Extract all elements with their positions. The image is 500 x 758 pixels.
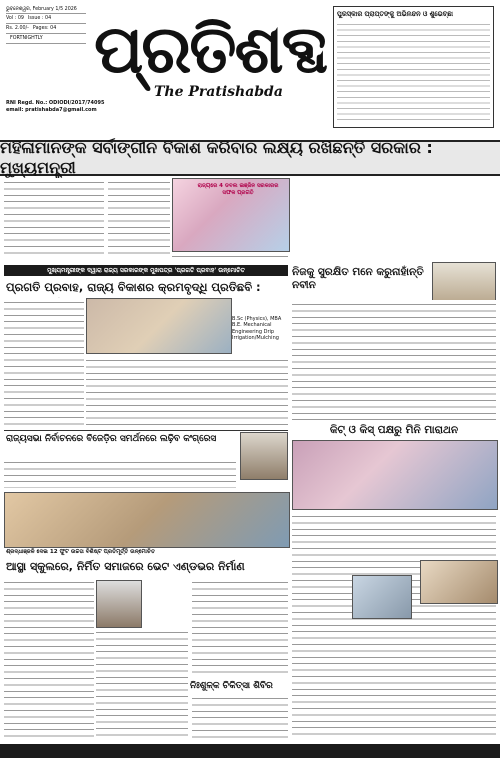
event-photo (172, 178, 290, 252)
frequency: FORTNIGHTLY (10, 36, 43, 41)
lower-text-col2 (96, 628, 188, 740)
lower-text-col4 (192, 694, 288, 740)
story2-headline: ପ୍ରଗତି ପ୍ରବାହ, ରାଜ୍ୟ ବିକାଶର କ୍ରମବୃଦ୍ଧି ପ୍ରତିଛବି : (6, 280, 261, 294)
congress-text (4, 458, 236, 488)
stage-caption: ଶ୍ରଦ୍ଧାଞ୍ଜଳି ଦେଇ 12 ଫୁଟ ଉଚ୍ଚତା ବିଶିଷ୍ଟ ପ୍ରତିମୂର୍ତ୍ତି ଉନ୍ମୋଚିତ (6, 549, 155, 555)
photo-caption-text (172, 252, 288, 262)
lower-portrait (96, 580, 142, 628)
footer-bar (0, 744, 500, 758)
topbox-heading: ପୁରସ୍କାର ପ୍ରାପ୍ତଙ୍କୁ ଅଭିନନ୍ଦନ ଓ ଶୁଭେଚ୍ଛା (337, 10, 454, 18)
story2-text-body (86, 356, 288, 428)
main-headline: ମହିଳାମାନଙ୍କ ସର୍ବାଙ୍ଗୀନ ବିକାଶ କରିବାର ଲକ୍ଷ୍ୟ ରଖିଛନ୍ତି ସରକାର : ମୁଖ୍ୟମନ୍ତ୍ରୀ (0, 138, 433, 177)
lower-text-col1 (4, 578, 94, 740)
lower-headline: ଆସ୍ଥା ସ୍କୁଲରେ, ନିର୍ମିତ ସମାଜରେ ଭେଟ ଏଣ୍ଡଭର ନିର୍ମାଣ (6, 560, 245, 573)
volume: Vol : 09 (6, 16, 24, 21)
email-line: email: pratishabda7@gmail.com (6, 107, 97, 113)
kit-headline: କିଟ୍ ଓ କିସ୍ ପକ୍ଷରୁ ମିନି ମାରାଥନ (329, 424, 459, 436)
masthead-meta (6, 4, 86, 44)
article-text-col2 (108, 178, 170, 258)
qualification-text: B.Sc (Physics), MBA B.E. Mechanical Engineering Drip Irrigation/Mulching (232, 316, 282, 342)
rni-number: RNI Regd. No.: ODIODI/2017/74095 (6, 100, 105, 106)
congress-portrait (240, 432, 288, 480)
marathon-photo (292, 440, 498, 510)
stage-photo (4, 492, 290, 548)
price: Rs. 2.00/- (6, 26, 29, 31)
lower-text-col3 (192, 578, 288, 678)
story2-side-text (232, 298, 288, 352)
launch-photo (86, 298, 232, 354)
article-text-col1 (4, 178, 104, 258)
issue: Issue : 04 (27, 16, 52, 21)
lower-mid-headline: ନିଃଶୁଳ୍କ ଚିକିତ୍ସା ଶିବିର (190, 681, 273, 691)
banner-left-text: ମୁଖ୍ୟମନ୍ତ୍ରୀଙ୍କ ଦ୍ୱାରା ରାଜ୍ୟ ସରକାରଙ୍କ ମୁଖପତ୍ର 'ପ୍ରଗତି ପ୍ରବାହ' ଉନ୍ମୋଚିତ (47, 266, 245, 274)
logo-title: ପ୍ରତିଶବ୍ଦ (94, 10, 327, 88)
lower-right-text (292, 512, 496, 740)
topbox-body (337, 21, 490, 121)
banner-left (4, 265, 288, 276)
lower-right-photo-2 (420, 560, 498, 604)
naveen-portrait (432, 262, 496, 304)
story2-text-col1 (4, 298, 84, 428)
right-headline: ନିଜକୁ ସୁରକ୍ଷିତ ମନେ କରୁନାହାଁନ୍ତି ନବୀନ (292, 266, 424, 291)
logo-english: The Pratishabda (154, 84, 283, 100)
congress-headline: ରାଜ୍ୟସଭା ନିର୍ବାଚନରେ ବିଜେଡ଼ିର ସମର୍ଥନରେ ଲଢ଼ିବ କଂଗ୍ରେସ (6, 434, 217, 444)
lower-right-photo (352, 575, 412, 619)
main-headline-bar (0, 140, 500, 176)
registration-info (6, 100, 104, 114)
right-article-text (292, 178, 496, 258)
newspaper-logo (94, 10, 327, 110)
section-divider (4, 430, 288, 431)
pages: Pages: 04 (32, 26, 57, 31)
right-article-body (292, 300, 496, 420)
event-photo-caption: ରାଜ୍ୟରେ 4 ଡବଲ ଇଞ୍ଜିନ ସରକାରର ସଫଳ ପ୍ରଗତି (197, 183, 279, 196)
date-line: ଭୁବନେଶ୍ୱର, February 1/5 2026 (6, 6, 77, 12)
top-right-box (333, 6, 494, 128)
